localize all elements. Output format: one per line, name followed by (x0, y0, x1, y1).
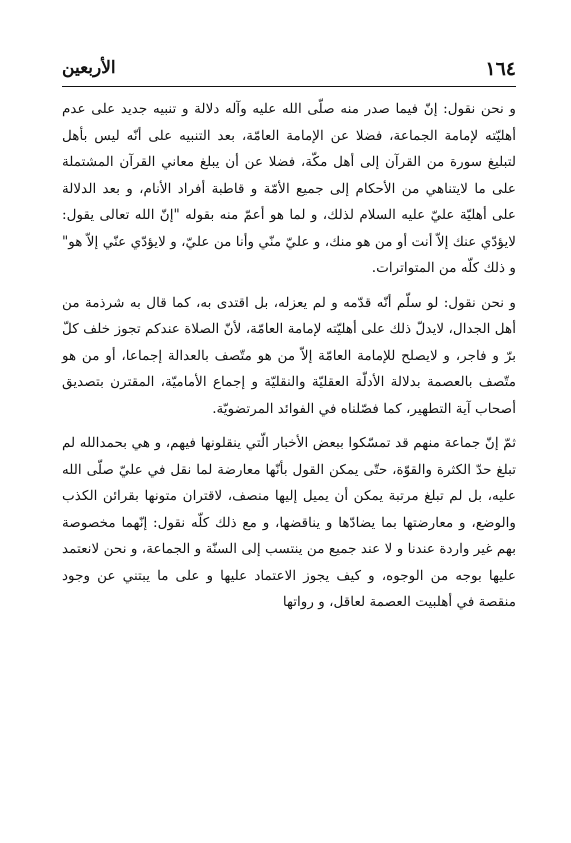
paragraph-3: ثمّ إنّ جماعة منهم قد تمسّكوا ببعض الأخبار الّتي ينقلونها فيهم، و هي بحمدالله لم تبلغ حدّ الكثرة والقوّة، حتّى يمكن القول بأنّها معارضة لما نقل في عليّ صلّى الله عليه، بل لم تبلغ مرتبة يمكن أن يميل إليها منصف، لاقتران متونها بقرائن الكذب والوضع، و معارضتها بما يضادّها و يناقضها، و مع ذلك كلّه نقول: إنّهما مخصوصة بهم غير واردة عندنا و لا عند جميع من ينتسب إلى السنّة و الجماعة، و نحن لانعتمد عليها بوجه من الوجوه، و كيف يجوز الاعتماد عليها و على ما يبتني عن وجود منقصة في أهلبيت العصمة لعاقل، و رواتها (62, 435, 516, 610)
page-header (62, 58, 516, 86)
body-text (62, 96, 516, 616)
paragraph-2: و نحن نقول: لو سلّم أنّه قدّمه و لم يعزله، بل اقتدى به، كما قال به شرذمة من أهل الجدال، لايدلّ ذلك على أهليّته لإمامة العامّة، لأنّ الصلاة عندكم تجوز خلف كلّ برّ و فاجر، و لايصلح للإمامة العامّة إلاّ من هو متّصف بالعدالة إجماعا، أو من هو متّصف بالعصمة بدلالة الأدلّة العقليّة والنقليّة و إجماع الأماميّة، المقترن بتصديق أصحاب آية التطهير، كما فصّلناه في الفوائد المرتضويّة. (62, 294, 516, 417)
running-title: الأربعين (62, 58, 116, 78)
paragraph-1: و نحن نقول: إنّ فيما صدر منه صلّى الله عليه وآله دلالة و تنبيه جديد على عدم أهليّته لإمامة الجماعة، فضلا عن الإمامة العامّة، بعد التنبيه على أنّه ليس بأهل لتبليغ سورة من القرآن إلى أهل مكّة، فضلا عن أن يبلغ معاني القرآن المشتملة على ما لايتناهي من الأحكام إلى جميع الأمّة و قاطبة أفراد الأنام، و بعد الدلالة على أهليّة عليّ عليه السلام لذلك، و لما هو أعمّ منه بقوله "إنّ الله تعالى يقول: لايؤدّي عنك إلاّ أنت أو من هو منك، و عليّ منّي وأنا من عليّ، و لايؤدّي عنّي إلاّ هو" و ذلك كلّه من المتواترات. (62, 101, 516, 276)
page-number: ١٦٤ (485, 58, 516, 80)
header-rule (62, 86, 516, 87)
